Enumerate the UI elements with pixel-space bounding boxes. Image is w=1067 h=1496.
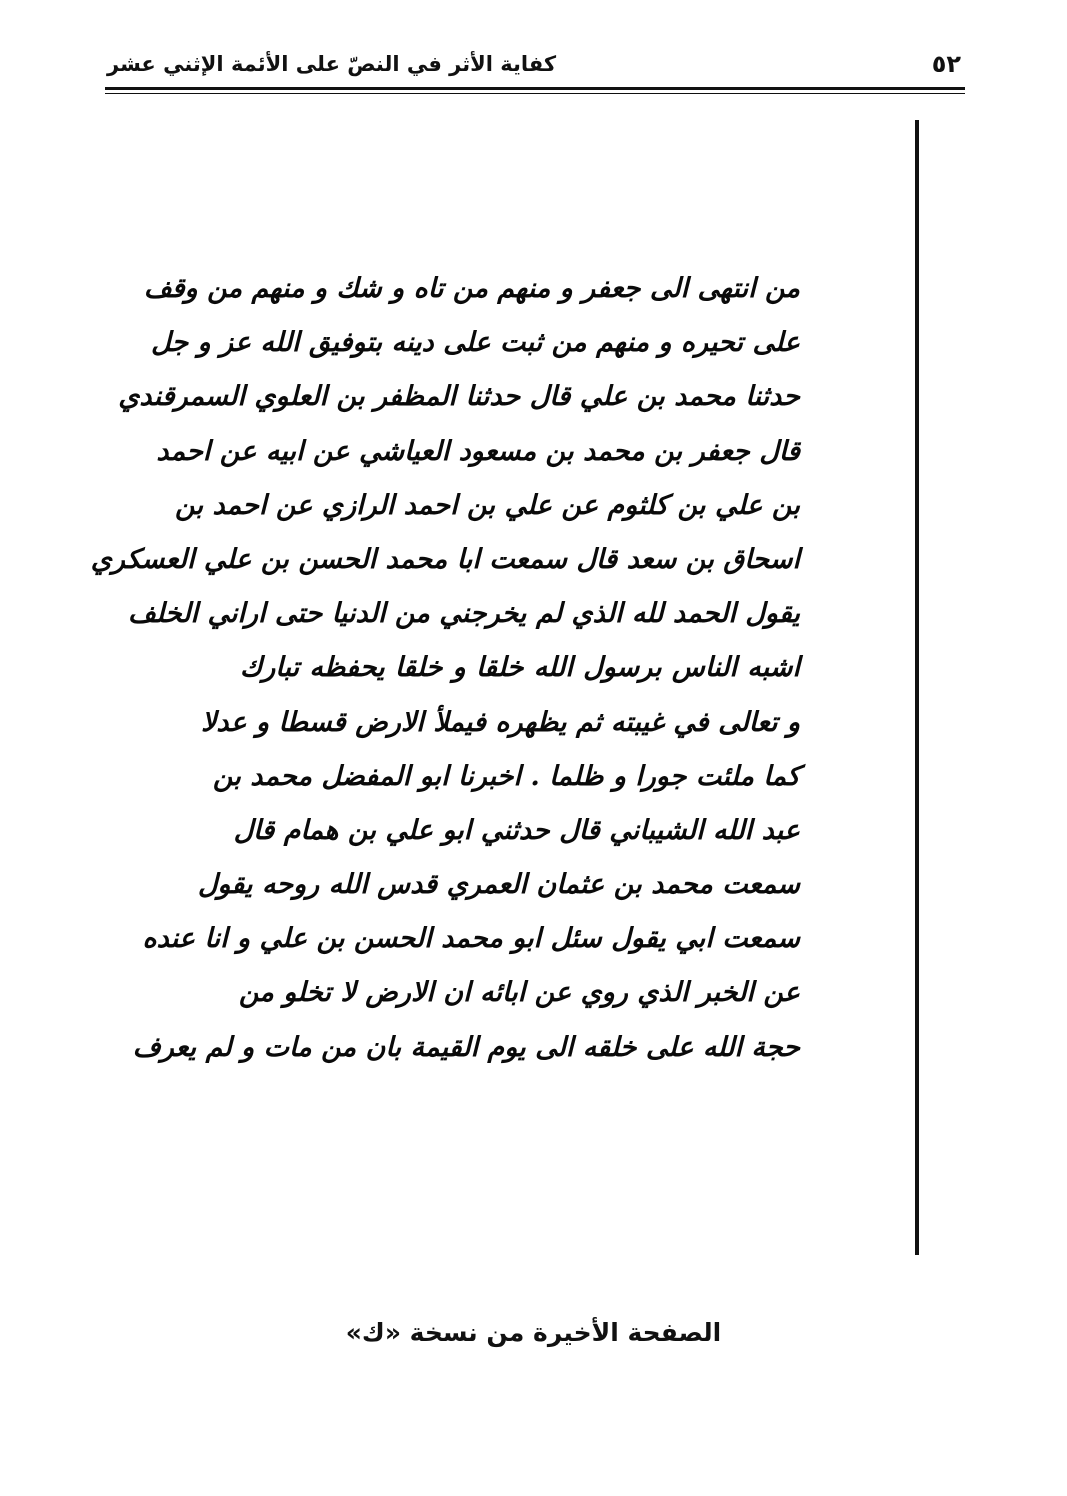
- manuscript-line: على تحيره و منهم من ثبت على دينه بتوفيق الله عز و جل: [151, 327, 800, 359]
- manuscript-line: بن علي بن كلثوم عن علي بن احمد الرازي عن احمد بن: [175, 489, 800, 521]
- manuscript-line: يقول الحمد لله الذي لم يخرجني من الدنيا حتى اراني الخلف: [128, 598, 800, 630]
- manuscript-line: عن الخبر الذي روي عن ابائه ان الارض لا تخلو من: [238, 977, 800, 1009]
- manuscript-line: سمعت ابي يقول سئل ابو محمد الحسن بن علي و انا عنده: [142, 923, 800, 955]
- manuscript-line: سمعت محمد بن عثمان العمري قدس الله روحه يقول: [197, 869, 800, 901]
- manuscript-line: من انتهى الى جعفر و منهم من تاه و شك و منهم من وقف: [143, 273, 800, 304]
- margin-vertical-rule: [915, 120, 919, 1255]
- running-title: كفاية الأثر في النصّ على الأئمة الإثني عشر: [107, 52, 557, 76]
- header-rule-thin: [105, 93, 965, 94]
- manuscript-line: اسحاق بن سعد قال سمعت ابا محمد الحسن بن علي العسكري: [90, 543, 800, 575]
- page-number: ٥٢: [931, 50, 961, 78]
- manuscript-line: حدثنا محمد بن علي قال حدثنا المظفر بن العلوي السمرقندي: [118, 381, 800, 413]
- manuscript-line: قال جعفر بن محمد بن مسعود العياشي عن ابيه عن احمد: [156, 435, 800, 467]
- page-header: [105, 40, 965, 96]
- manuscript-line: و تعالى في غيبته ثم يظهره فيملأ الارض قسطا و عدلا: [200, 706, 800, 738]
- manuscript-line: حجة الله على خلقه الى يوم القيمة بان من مات و لم يعرف: [132, 1031, 800, 1063]
- manuscript-line: كما ملئت جورا و ظلما . اخبرنا ابو المفضل محمد بن: [212, 760, 800, 792]
- manuscript-line: عبد الله الشيباني قال حدثني ابو علي بن همام قال: [233, 814, 800, 846]
- figure-caption: الصفحة الأخيرة من نسخة «ك»: [345, 1318, 722, 1347]
- header-rule-thick: [105, 87, 965, 90]
- manuscript-line: اشبه الناس برسول الله خلقا و خلقا يحفظه تبارك: [240, 652, 800, 684]
- manuscript-image: [90, 262, 800, 1075]
